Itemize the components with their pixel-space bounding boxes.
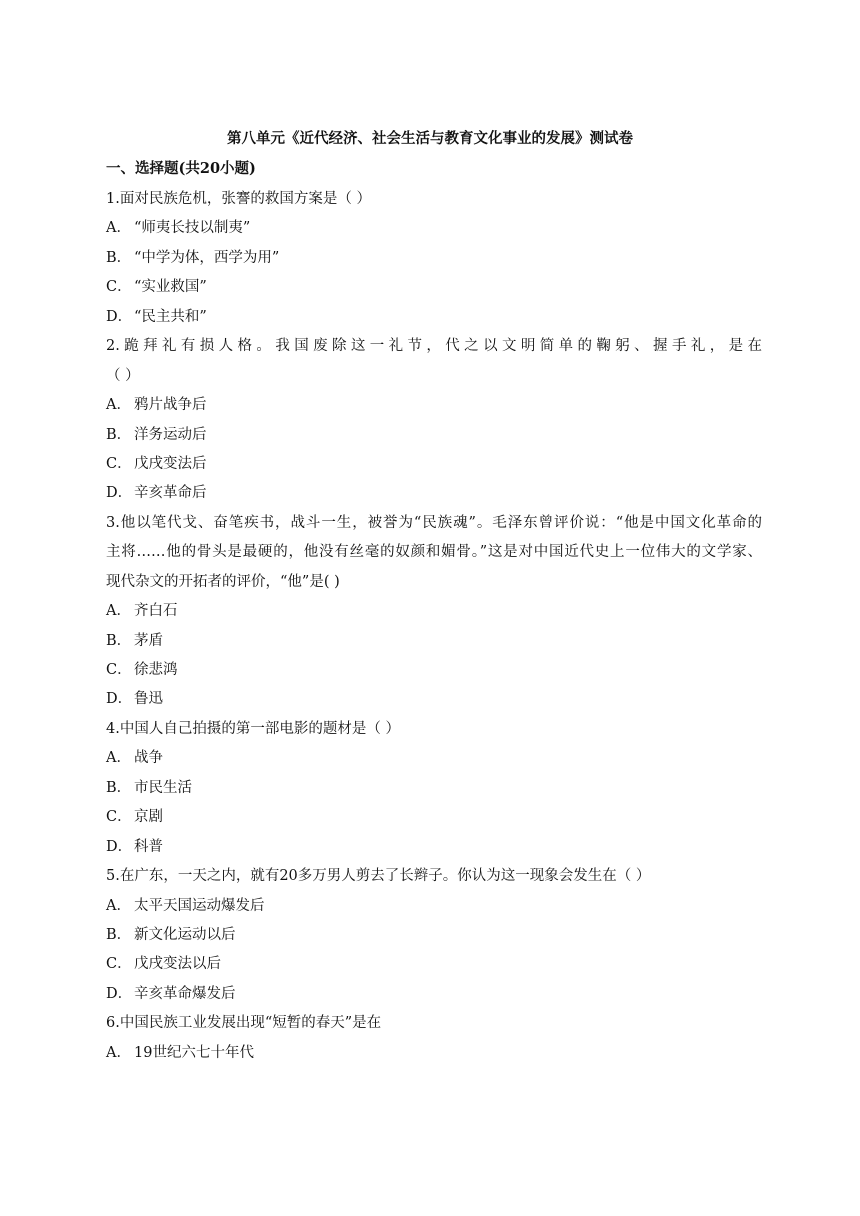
option-letter: D． bbox=[106, 308, 133, 325]
option-b[interactable] bbox=[106, 247, 762, 269]
option-d[interactable] bbox=[106, 306, 762, 328]
option-b[interactable] bbox=[106, 924, 762, 946]
option-letter: B． bbox=[106, 249, 132, 266]
option-a[interactable] bbox=[106, 217, 762, 239]
option-text: 鲁迅 bbox=[134, 691, 163, 708]
option-b[interactable] bbox=[106, 630, 762, 652]
option-letter: C． bbox=[106, 279, 132, 296]
question-text: 2.跪拜礼有损人格。我国废除这一礼节，代之以文明简单的鞠躬、握手礼，是在 bbox=[106, 338, 762, 355]
option-d[interactable] bbox=[106, 983, 762, 1005]
option-d[interactable] bbox=[106, 688, 762, 710]
question-text: 6.中国民族工业发展出现“短暂的春天”是在 bbox=[106, 1015, 382, 1032]
option-letter: A． bbox=[106, 750, 131, 767]
option-c[interactable] bbox=[106, 953, 762, 975]
option-text: “师夷长技以制夷” bbox=[134, 220, 251, 237]
question-text: （ ） bbox=[106, 367, 140, 384]
question-4 bbox=[106, 718, 762, 858]
option-text: 太平天国运动爆发后 bbox=[134, 897, 265, 914]
option-a[interactable] bbox=[106, 1042, 762, 1064]
question-text: 4.中国人自己拍摄的第一部电影的题材是（ ） bbox=[106, 720, 400, 737]
option-text: 齐白石 bbox=[134, 603, 178, 620]
exam-title: 第八单元《近代经济、社会生活与教育文化事业的发展》测试卷 bbox=[227, 130, 633, 147]
option-letter: D． bbox=[106, 485, 133, 502]
option-text: 徐悲鸿 bbox=[134, 662, 178, 678]
option-d[interactable] bbox=[106, 836, 762, 858]
option-a[interactable] bbox=[106, 895, 762, 917]
option-text: 辛亥革命爆发后 bbox=[134, 985, 236, 1002]
option-letter: A． bbox=[106, 397, 131, 414]
option-letter: C． bbox=[106, 662, 132, 678]
option-text: 鸦片战争后 bbox=[134, 397, 207, 414]
question-list bbox=[106, 188, 762, 1071]
option-letter: B． bbox=[106, 632, 132, 649]
option-text: “中学为体，西学为用” bbox=[134, 249, 280, 266]
option-b[interactable] bbox=[106, 424, 762, 446]
option-text: “实业救国” bbox=[134, 279, 207, 296]
question-text: 1.面对民族危机，张謇的救国方案是（ ） bbox=[106, 191, 371, 207]
option-letter: B． bbox=[106, 779, 132, 796]
option-b[interactable] bbox=[106, 777, 762, 799]
option-letter: D． bbox=[106, 691, 133, 708]
question-1 bbox=[106, 188, 762, 328]
option-text: 科普 bbox=[134, 838, 163, 855]
option-letter: B． bbox=[106, 426, 132, 443]
option-text: 戊戌变法后 bbox=[134, 455, 207, 472]
option-c[interactable] bbox=[106, 276, 762, 298]
option-text: 19世纪六七十年代 bbox=[134, 1044, 254, 1061]
option-a[interactable] bbox=[106, 747, 762, 769]
question-text: 主将……他的骨头是最硬的，他没有丝毫的奴颜和媚骨。”这是对中国近代史上一位伟大的文学家、 bbox=[106, 544, 762, 561]
option-letter: C． bbox=[106, 809, 132, 826]
option-letter: B． bbox=[106, 926, 132, 943]
option-letter: C． bbox=[106, 956, 132, 973]
option-letter: C． bbox=[106, 455, 132, 472]
section-heading: 一、选择题(共20小题) bbox=[106, 160, 256, 177]
option-text: 戊戌变法以后 bbox=[134, 956, 221, 973]
option-text: 茅盾 bbox=[134, 632, 163, 649]
option-c[interactable] bbox=[106, 453, 762, 475]
option-letter: D． bbox=[106, 838, 133, 855]
question-text: 5.在广东，一天之内，就有20多万男人剪去了长辫子。你认为这一现象会发生在（ ） bbox=[106, 868, 651, 885]
option-a[interactable] bbox=[106, 394, 762, 416]
option-letter: A． bbox=[106, 1044, 131, 1061]
option-d[interactable] bbox=[106, 482, 762, 504]
option-text: “民主共和” bbox=[134, 308, 207, 325]
option-letter: A． bbox=[106, 603, 131, 620]
question-text: 3.他以笔代戈、奋笔疾书，战斗一生，被誉为“民族魂”。毛泽东曾评价说：“他是中国文化革命的 bbox=[106, 514, 762, 531]
option-c[interactable] bbox=[106, 806, 762, 828]
option-letter: A． bbox=[106, 220, 131, 237]
question-6 bbox=[106, 1012, 762, 1063]
option-letter: D． bbox=[106, 985, 133, 1002]
question-2 bbox=[106, 335, 762, 504]
option-text: 新文化运动以后 bbox=[134, 926, 236, 943]
question-text: 现代杂文的开拓者的评价，“他”是( ) bbox=[106, 573, 340, 590]
option-text: 京剧 bbox=[134, 809, 163, 826]
option-a[interactable] bbox=[106, 600, 762, 622]
question-5 bbox=[106, 865, 762, 1005]
option-text: 战争 bbox=[134, 750, 163, 767]
option-text: 洋务运动后 bbox=[134, 426, 207, 443]
option-letter: A． bbox=[106, 897, 131, 914]
option-c[interactable] bbox=[106, 659, 762, 681]
option-text: 市民生活 bbox=[134, 779, 192, 796]
question-3 bbox=[106, 512, 762, 711]
option-text: 辛亥革命后 bbox=[134, 485, 207, 502]
